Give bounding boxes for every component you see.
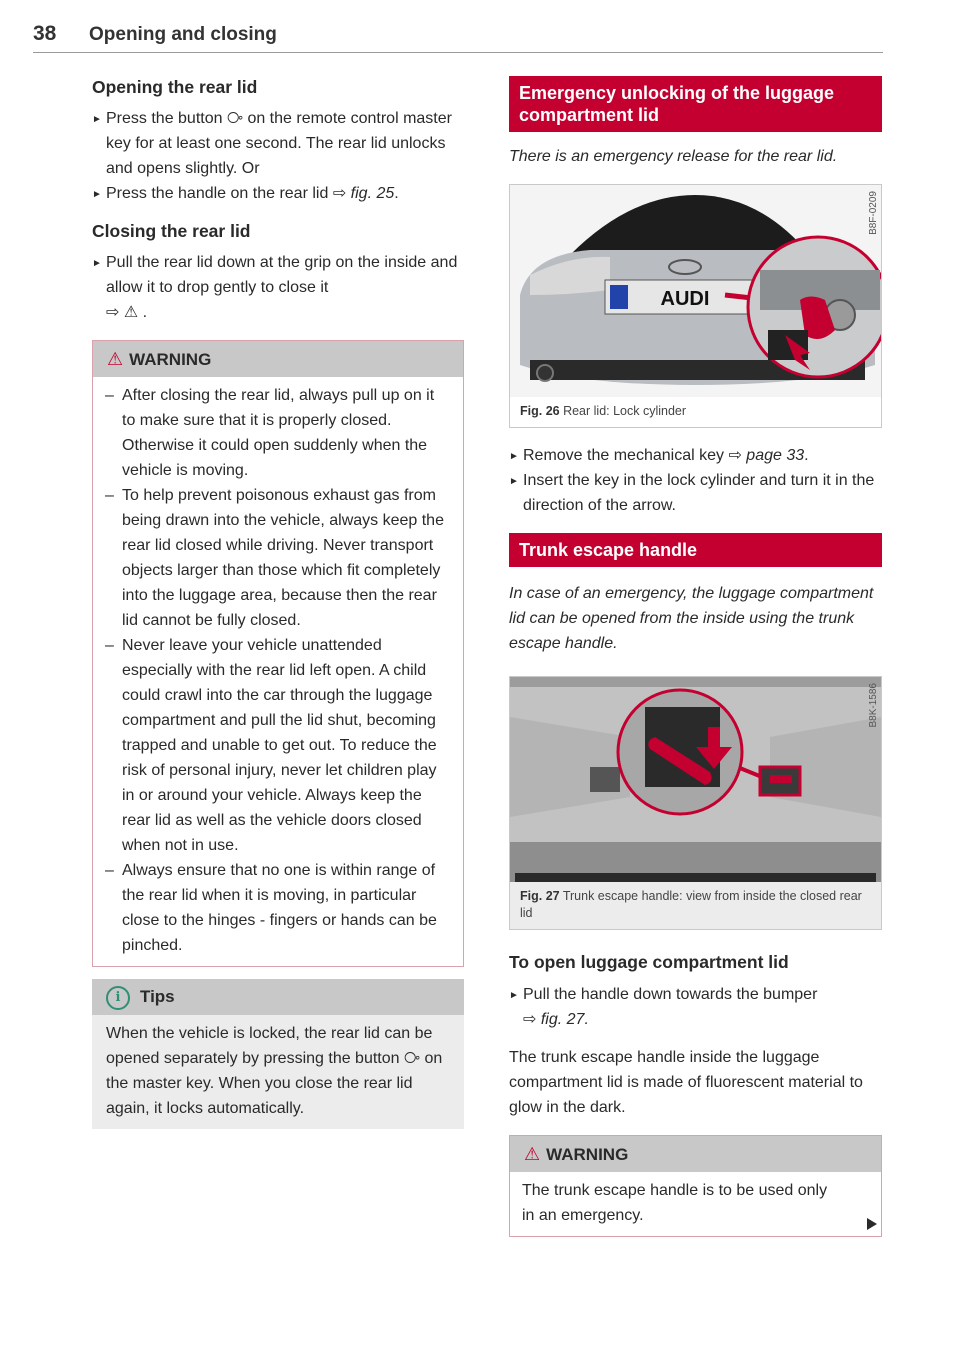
glow-paragraph: The trunk escape handle inside the luggage compartment lid is made of fluorescent material to glow in the dark.	[509, 1049, 863, 1116]
closing-step-1: ► Pull the rear lid down at the grip on the inside and allow it to drop gently to close it ⇨ ⚠ .	[92, 250, 464, 325]
emergency-unlocking-heading: Emergency unlocking of the luggage compartment lid	[509, 76, 882, 132]
tips-box	[92, 979, 464, 1129]
emergency-step-2: ► Insert the key in the lock cylinder and turn it in the direction of the arrow.	[509, 468, 882, 518]
figure-26-caption: Fig. 26 Rear lid: Lock cylinder	[510, 397, 881, 427]
opening-rear-lid-heading: Opening the rear lid	[92, 77, 258, 97]
tips-header: i Tips	[92, 979, 464, 1015]
opening-step-1: ► Press the button ⧂ on the remote control master key for at least one second. The rear lid unlocks and opens slightly. Or	[92, 106, 464, 181]
license-plate-text: AUDI	[660, 288, 710, 310]
figure-code: B8F-0209	[868, 191, 879, 235]
continue-arrow-icon	[867, 1218, 877, 1230]
emergency-step-1: ► Remove the mechanical key ⇨ page 33.	[509, 443, 882, 468]
right-column	[509, 60, 882, 1237]
trunk-escape-handle-heading: Trunk escape handle	[509, 533, 882, 567]
warning-reference[interactable]: ⇨ ⚠ .	[106, 304, 148, 321]
emergency-intro: There is an emergency release for the rear lid.	[509, 148, 838, 165]
warning-item: – Always ensure that no one is within range of the rear lid when it is moving, in particular close to the hinges - fingers or hands can be pinched.	[105, 858, 451, 958]
warning-triangle-icon: ⚠	[107, 349, 124, 369]
tips-text: When the vehicle is locked, the rear lid can be opened separately by pressing the button ⧂ on the master key. When you close the rear lid again, it locks automatically.	[106, 1025, 443, 1117]
warning-item: – Never leave your vehicle unattended especially with the rear lid left open. A child could crawl into the car through the luggage compartment and pull the lid shut, becoming trapped and unable to get out. To reduce the risk of personal injury, never let children play in or around your vehicle. Always keep the rear lid as well as the vehicle doors closed when not in use.	[105, 633, 451, 858]
fig-27-link[interactable]: ⇨ fig. 27.	[523, 1011, 589, 1028]
info-icon: i	[106, 986, 130, 1010]
warning-header: ⚠ WARNING	[93, 341, 463, 377]
warning-text: The trunk escape handle is to be used only in an emergency.	[522, 1182, 828, 1224]
warning-item: – After closing the rear lid, always pull up on it to make sure that it is properly closed. Otherwise it could open suddenly when the vehicle is moving.	[105, 383, 451, 483]
open-step-1: ► Pull the handle down towards the bumper ⇨ fig. 27.	[509, 982, 882, 1032]
remote-rear-lid-icon: ⧂	[226, 110, 243, 127]
warning-box-trunk	[509, 1135, 882, 1237]
trunk-intro: In case of an emergency, the luggage compartment lid can be opened from the inside using the trunk escape handle.	[509, 585, 874, 652]
page-number: 38	[33, 22, 57, 45]
left-column	[92, 60, 464, 1129]
page-33-link[interactable]: ⇨ page 33	[728, 447, 805, 464]
warning-triangle-icon: ⚠	[524, 1144, 541, 1164]
warning-item: – To help prevent poisonous exhaust gas from being drawn into the vehicle, always keep the rear lid closed while driving. Never transport objects larger than those which fit completely into the luggage area, because then the rear lid cannot be fully closed.	[105, 483, 451, 633]
figure-26	[509, 184, 882, 428]
rear-lid-lock-cylinder-image	[510, 185, 881, 397]
figure-code: B8K-1586	[868, 683, 879, 728]
figure-27-caption: Fig. 27 Trunk escape handle: view from inside the closed rear lid	[510, 882, 881, 929]
remote-rear-lid-icon: ⧂	[404, 1050, 421, 1067]
trunk-escape-handle-image	[510, 677, 881, 882]
warning-box	[92, 340, 464, 967]
page-header	[33, 22, 883, 53]
warning-list	[93, 377, 463, 966]
open-luggage-lid-heading: To open luggage compartment lid	[509, 952, 789, 972]
warning-header: ⚠ WARNING	[510, 1136, 881, 1172]
figure-27	[509, 676, 882, 930]
section-title: Opening and closing	[89, 24, 277, 45]
closing-rear-lid-heading: Closing the rear lid	[92, 221, 251, 241]
fig-25-link[interactable]: ⇨ fig. 25	[332, 185, 395, 202]
opening-step-2: ► Press the handle on the rear lid ⇨ fig. 25.	[92, 181, 464, 206]
